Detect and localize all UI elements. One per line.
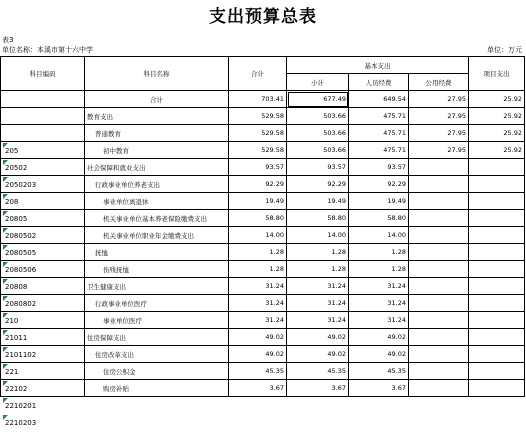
cell-total[interactable]: 1.28 <box>229 261 287 278</box>
cell-total[interactable]: 58.80 <box>229 210 287 227</box>
cell-project[interactable] <box>469 261 525 278</box>
cell-personnel[interactable]: 31.24 <box>349 312 409 329</box>
cell-subtotal[interactable]: 31.24 <box>287 278 349 295</box>
cell-personnel[interactable]: 49.02 <box>349 329 409 346</box>
cell-total[interactable]: 31.24 <box>229 312 287 329</box>
cell-personnel[interactable]: 31.24 <box>349 295 409 312</box>
cell-subject-code[interactable]: 2080802 <box>3 296 87 313</box>
cell-subject-name[interactable]: 事业单位离退休 <box>85 193 229 210</box>
cell-total[interactable]: 19.49 <box>229 193 287 210</box>
cell-subject-name[interactable]: 抚恤 <box>85 244 229 261</box>
cell-public[interactable] <box>409 346 469 363</box>
cell-personnel[interactable]: 31.24 <box>349 278 409 295</box>
cell-personnel[interactable]: 1.28 <box>349 244 409 261</box>
table-code-label: 表3 <box>2 36 14 44</box>
cell-public[interactable] <box>409 244 469 261</box>
cell-subject-code[interactable]: 208 <box>3 194 87 211</box>
cell-subtotal[interactable]: 31.24 <box>287 312 349 329</box>
cell-public[interactable] <box>409 176 469 193</box>
cell-total[interactable]: 31.24 <box>229 295 287 312</box>
table-row <box>1 108 525 125</box>
money-unit-label: 单位：万元 <box>487 46 522 54</box>
cell-personnel[interactable]: 475.71 <box>349 108 409 125</box>
cell-subtotal[interactable]: 1.28 <box>287 261 349 278</box>
cell-subtotal[interactable]: 45.35 <box>287 363 349 380</box>
cell-public[interactable] <box>409 312 469 329</box>
cell-subject-name[interactable]: 行政事业单位养老支出 <box>85 176 229 193</box>
cell-subject-name[interactable]: 购房补贴 <box>85 380 229 397</box>
cell-project[interactable] <box>469 193 525 210</box>
cell-total[interactable]: 49.02 <box>229 346 287 363</box>
cell-project[interactable] <box>469 363 525 380</box>
cell-subject-code[interactable]: 20808 <box>3 279 87 296</box>
header-project-expense[interactable]: 项目支出 <box>469 57 525 91</box>
header-subtotal[interactable]: 小计 <box>287 74 349 91</box>
cell-public[interactable] <box>409 159 469 176</box>
cell-total[interactable]: 45.35 <box>229 363 287 380</box>
cell-subject-code[interactable]: 205 <box>3 143 87 160</box>
cell-public[interactable] <box>409 295 469 312</box>
cell-public[interactable] <box>409 278 469 295</box>
cell-subject-code[interactable]: 2080506 <box>3 262 87 279</box>
expenditure-table <box>0 56 525 427</box>
cell-subtotal[interactable]: 1.28 <box>287 244 349 261</box>
cell-subject-name[interactable]: 住房改革支出 <box>85 346 229 363</box>
cell-project[interactable] <box>469 278 525 295</box>
cell-public[interactable] <box>409 363 469 380</box>
cell-public[interactable] <box>409 380 469 397</box>
cell-total[interactable]: 529.58 <box>229 142 287 159</box>
cell-personnel[interactable]: 14.00 <box>349 227 409 244</box>
cell-subject-name[interactable]: 伤残抚恤 <box>85 261 229 278</box>
cell-personnel[interactable]: 1.28 <box>349 261 409 278</box>
cell-total[interactable]: 31.24 <box>229 278 287 295</box>
cell-subtotal[interactable]: 503.66 <box>287 142 349 159</box>
cell-project[interactable] <box>469 312 525 329</box>
unit-name-label: 单位名称：本溪市第十六中学 <box>2 46 93 54</box>
cell-subject-name[interactable]: 事业单位医疗 <box>85 312 229 329</box>
cell-project[interactable]: 25.92 <box>469 91 525 108</box>
cell-project[interactable] <box>469 295 525 312</box>
cell-subject-code[interactable]: 2210203 <box>3 415 87 432</box>
cell-project[interactable] <box>469 176 525 193</box>
cell-subject-name[interactable]: 合计 <box>85 91 229 108</box>
header-total[interactable]: 合计 <box>229 57 287 91</box>
cell-total[interactable]: 3.67 <box>229 380 287 397</box>
cell-public[interactable]: 27.95 <box>409 91 469 108</box>
report-title: 支出预算总表 <box>209 7 317 27</box>
cell-total[interactable]: 92.29 <box>229 176 287 193</box>
cell-subject-name[interactable]: 卫生健康支出 <box>85 278 229 295</box>
header-subject-code[interactable]: 科目编码 <box>1 57 85 91</box>
cell-total[interactable]: 93.57 <box>229 159 287 176</box>
cell-subject-name[interactable]: 住房公积金 <box>85 363 229 380</box>
cell-subtotal[interactable]: 19.49 <box>287 193 349 210</box>
cell-subject-name[interactable]: 机关事业单位职业年金缴费支出 <box>85 227 229 244</box>
cell-subject-name[interactable]: 初中教育 <box>85 142 229 159</box>
cell-subtotal[interactable]: 58.80 <box>287 210 349 227</box>
cell-public[interactable]: 27.95 <box>409 142 469 159</box>
cell-subject-code[interactable]: 2050203 <box>3 177 87 194</box>
cell-total[interactable]: 529.58 <box>229 108 287 125</box>
cell-subject-name[interactable]: 行政事业单位医疗 <box>85 295 229 312</box>
cell-total[interactable]: 529.58 <box>229 125 287 142</box>
cell-subtotal[interactable]: 677.49 <box>287 91 349 108</box>
cell-subject-name[interactable]: 机关事业单位基本养老保险缴费支出 <box>85 210 229 227</box>
cell-project[interactable]: 25.92 <box>469 125 525 142</box>
cell-total[interactable]: 14.00 <box>229 227 287 244</box>
cell-subject-code[interactable]: 2080505 <box>3 245 87 262</box>
cell-subject-code[interactable]: 20502 <box>3 160 87 177</box>
cell-subtotal[interactable]: 92.29 <box>287 176 349 193</box>
cell-subject-name[interactable]: 住房保障支出 <box>85 329 229 346</box>
cell-public[interactable] <box>409 227 469 244</box>
cell-subtotal[interactable]: 503.66 <box>287 125 349 142</box>
cell-subject-code[interactable]: 210 <box>3 313 87 330</box>
cell-subject-name[interactable]: 普通教育 <box>85 125 229 142</box>
cell-public[interactable]: 27.95 <box>409 125 469 142</box>
cell-project[interactable]: 25.92 <box>469 142 525 159</box>
cell-project[interactable] <box>469 159 525 176</box>
cell-total[interactable]: 49.02 <box>229 329 287 346</box>
cell-subtotal[interactable]: 3.67 <box>287 380 349 397</box>
cell-project[interactable] <box>469 244 525 261</box>
cell-subject-code[interactable]: 21011 <box>3 330 87 347</box>
cell-subtotal[interactable]: 14.00 <box>287 227 349 244</box>
cell-project[interactable] <box>469 380 525 397</box>
cell-personnel[interactable]: 58.80 <box>349 210 409 227</box>
cell-public[interactable]: 27.95 <box>409 108 469 125</box>
cell-project[interactable]: 25.92 <box>469 108 525 125</box>
cell-subtotal[interactable]: 31.24 <box>287 295 349 312</box>
cell-total[interactable]: 1.28 <box>229 244 287 261</box>
cell-personnel[interactable]: 49.02 <box>349 346 409 363</box>
cell-personnel[interactable]: 19.49 <box>349 193 409 210</box>
header-personnel[interactable]: 人员经费 <box>349 74 409 91</box>
cell-personnel[interactable]: 475.71 <box>349 125 409 142</box>
cell-public[interactable] <box>409 210 469 227</box>
cell-personnel[interactable]: 92.29 <box>349 176 409 193</box>
cell-subject-code[interactable]: 2080502 <box>3 228 87 245</box>
header-subject-name[interactable]: 科目名称 <box>85 57 229 91</box>
cell-public[interactable] <box>409 329 469 346</box>
cell-subject-code[interactable] <box>3 126 87 143</box>
header-public[interactable]: 公用经费 <box>409 74 469 91</box>
cell-personnel[interactable]: 475.71 <box>349 142 409 159</box>
cell-subtotal[interactable]: 49.02 <box>287 329 349 346</box>
cell-project[interactable] <box>469 329 525 346</box>
cell-subtotal[interactable]: 93.57 <box>287 159 349 176</box>
cell-project[interactable] <box>469 346 525 363</box>
cell-subject-code[interactable]: 20805 <box>3 211 87 228</box>
cell-subject-name[interactable]: 教育支出 <box>85 108 229 125</box>
cell-project[interactable] <box>469 227 525 244</box>
cell-public[interactable] <box>409 261 469 278</box>
cell-personnel[interactable]: 649.54 <box>349 91 409 108</box>
cell-subject-name[interactable]: 社会保障和就业支出 <box>85 159 229 176</box>
cell-subject-code[interactable]: 2101102 <box>3 347 87 364</box>
header-basic-expense[interactable]: 基本支出 <box>287 57 469 74</box>
cell-subject-code[interactable]: 2210201 <box>3 398 87 415</box>
cell-subject-code[interactable]: 22102 <box>3 381 87 398</box>
cell-total[interactable]: 703.41 <box>229 91 287 108</box>
cell-subject-code[interactable]: 221 <box>3 364 87 381</box>
cell-project[interactable] <box>469 210 525 227</box>
cell-public[interactable] <box>409 193 469 210</box>
cell-personnel[interactable]: 93.57 <box>349 159 409 176</box>
cell-personnel[interactable]: 45.35 <box>349 363 409 380</box>
cell-subtotal[interactable]: 49.02 <box>287 346 349 363</box>
cell-personnel[interactable]: 3.67 <box>349 380 409 397</box>
cell-subtotal[interactable]: 503.66 <box>287 108 349 125</box>
table-row <box>1 91 525 108</box>
